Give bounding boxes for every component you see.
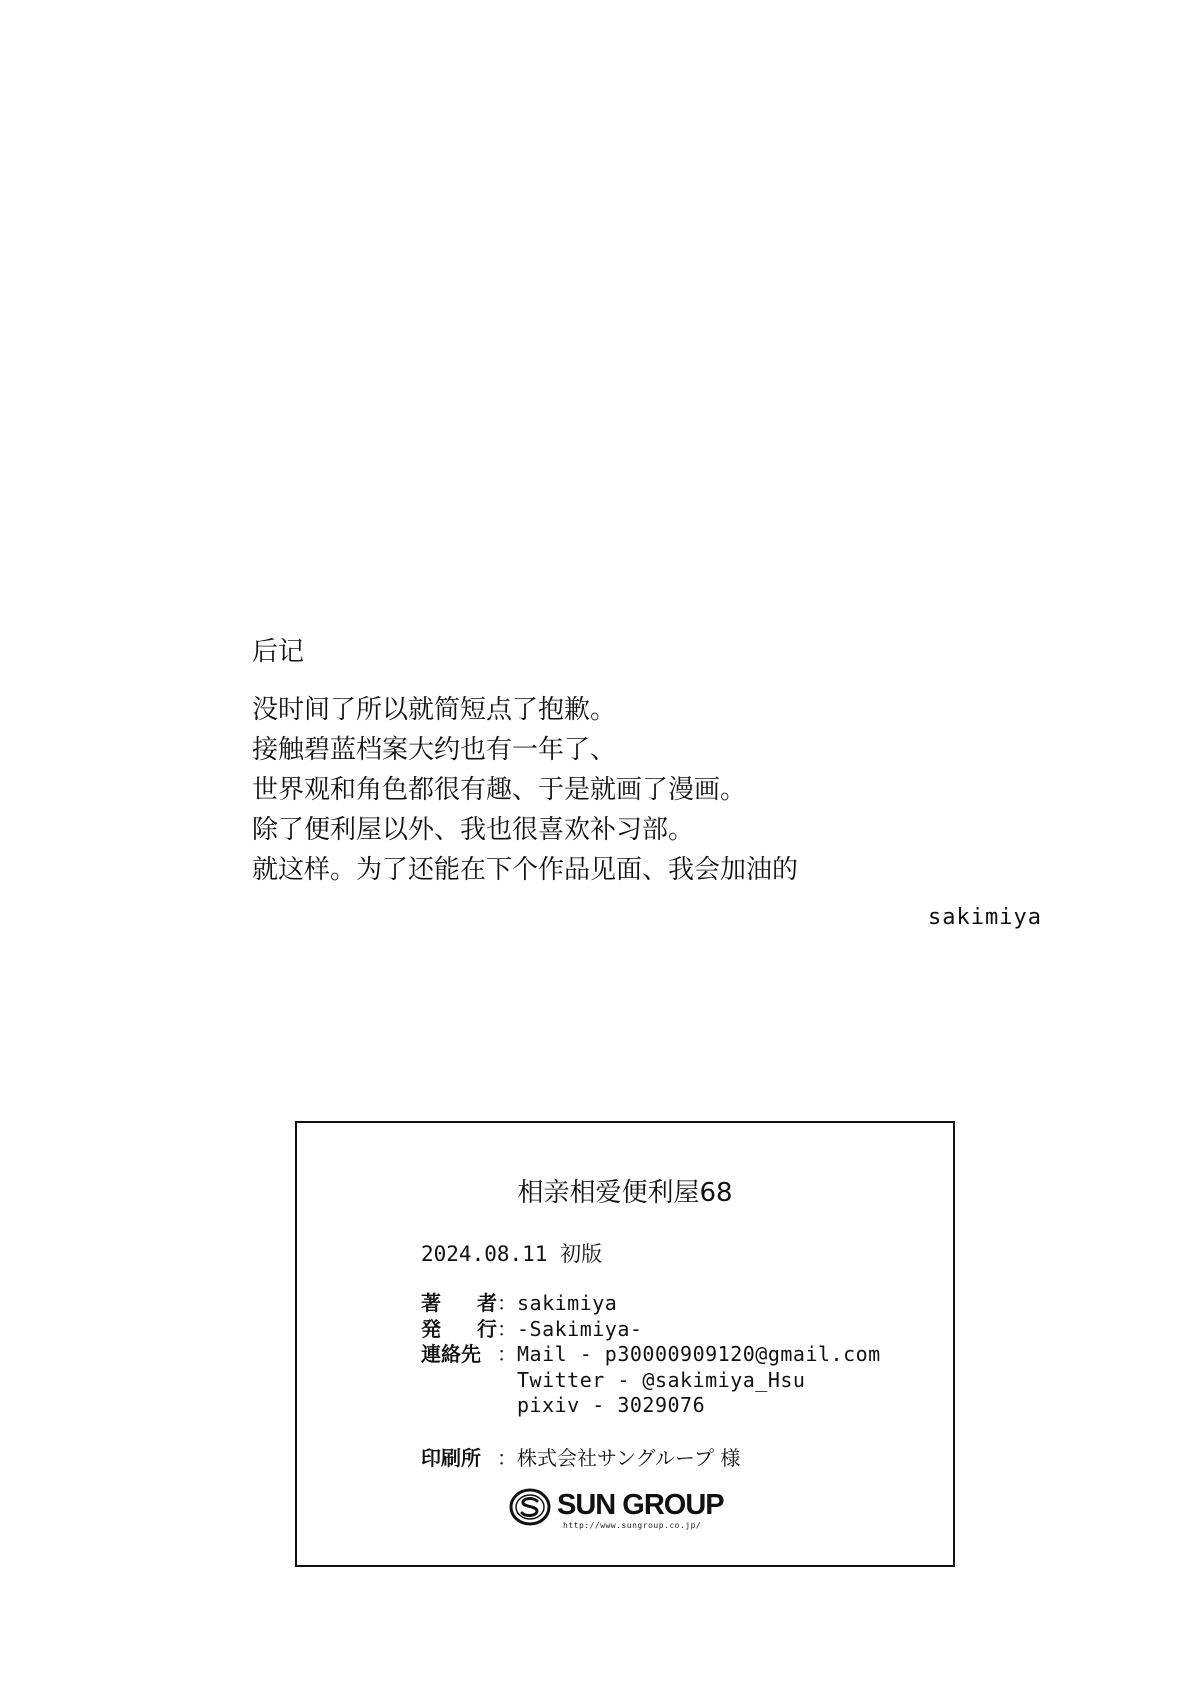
- author-value: sakimiya: [517, 1291, 618, 1315]
- colophon-box: [295, 1121, 955, 1567]
- afterword-body: [252, 690, 1042, 890]
- contact-label: 連絡先: [421, 1342, 481, 1366]
- author-row: [421, 1291, 881, 1317]
- printer-value: 株式会社サングループ 様: [517, 1446, 741, 1470]
- afterword-line: 接触碧蓝档案大约也有一年了、: [252, 735, 617, 765]
- author-label-char: 著: [421, 1291, 441, 1315]
- afterword-line: 除了便利屋以外、我也很喜欢补习部。: [252, 815, 695, 845]
- afterword: [252, 632, 1042, 930]
- publisher-row: [421, 1317, 881, 1343]
- colophon-details: [421, 1291, 881, 1419]
- separator: ：: [497, 1291, 517, 1315]
- afterword-line: 没时间了所以就简短点了抱歉。: [252, 695, 617, 725]
- printer-label: 印刷所: [421, 1446, 481, 1470]
- contact-twitter: Twitter - @sakimiya_Hsu: [517, 1367, 806, 1392]
- edition-date: 2024.08.11 初版: [421, 1242, 603, 1266]
- publisher-value: -Sakimiya-: [517, 1316, 643, 1341]
- contact-pixiv: pixiv - 3029076: [517, 1393, 706, 1417]
- afterword-line: 世界观和角色都很有趣、于是就画了漫画。: [252, 775, 747, 805]
- logo-url: http://www.sungroup.co.jp/: [563, 1521, 702, 1530]
- publisher-label: [421, 1317, 497, 1343]
- author-label: [421, 1291, 497, 1317]
- publisher-label-char: 発: [421, 1316, 441, 1341]
- afterword-line: 就这样。为了还能在下个作品见面、我会加油的: [252, 855, 799, 885]
- sun-group-logo-icon: [509, 1487, 551, 1527]
- contact-row: [421, 1342, 881, 1368]
- author-label-char: 者: [477, 1291, 497, 1315]
- colophon-title: 相亲相爱便利屋68: [517, 1178, 733, 1208]
- separator: ：: [497, 1446, 517, 1470]
- separator: ：: [497, 1316, 517, 1341]
- sun-group-logo: [509, 1485, 729, 1535]
- afterword-signature: sakimiya: [928, 905, 1042, 930]
- publisher-label-char: 行: [477, 1316, 497, 1341]
- separator: ：: [497, 1342, 517, 1366]
- printer-row: [421, 1443, 740, 1473]
- logo-text: SUN GROUP: [557, 1489, 724, 1521]
- afterword-title: 后记: [252, 637, 305, 667]
- contact-mail: Mail - p30000909120@gmail.com: [517, 1342, 881, 1366]
